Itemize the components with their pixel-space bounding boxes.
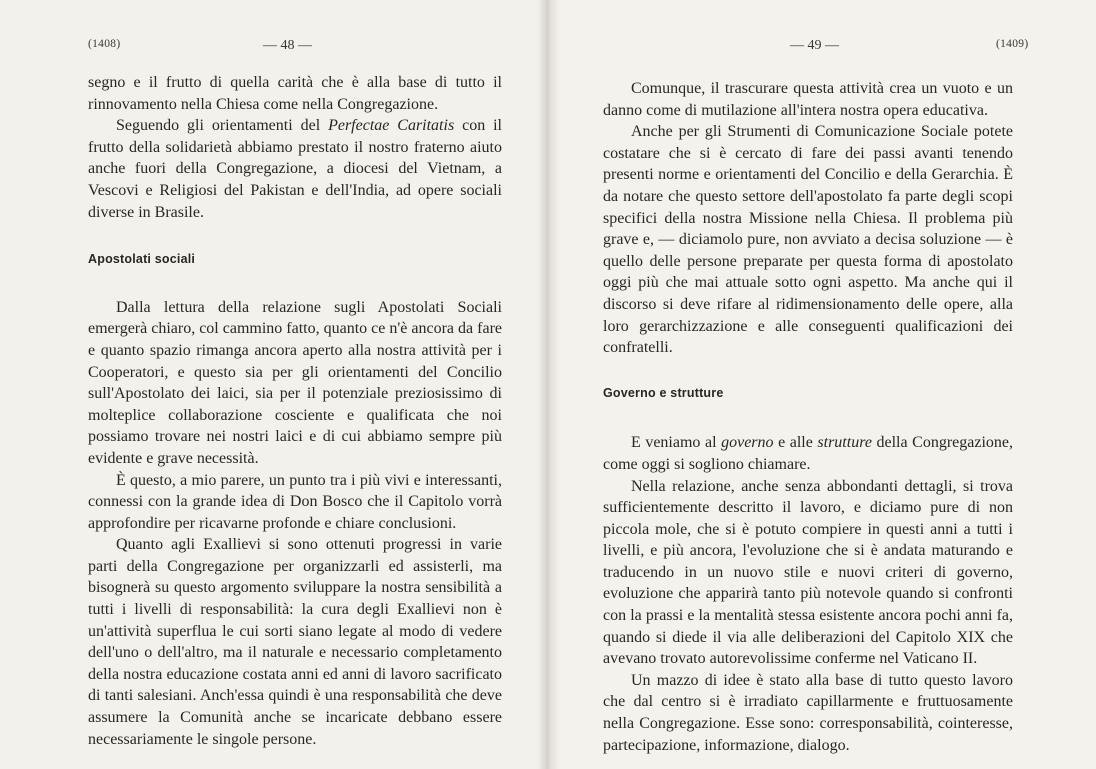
paragraph-text: E veniamo al [631, 434, 722, 452]
paragraph-text: con il frutto della solidarietà abbiamo prestato il nostro fraterno aiuto anche fuori della Congregazione, a diocesi del Vietnam, a Vescovi e Religiosi del Pakistan e dell'India, ad opere sociali diverse in Brasile. [88, 117, 503, 221]
right-page [548, 0, 1096, 769]
paragraph: Anche per gli Strumenti di Comunicazione Sociale potete costatare che si è cercato di fare dei passi avanti tenendo presenti norme e orientamenti del Concilio e della Gerarchia. È da notare che questo settore dell'apostolato fa parte degli scopi specifici della nostra Missione nella Chiesa. Il problema più grave e, — diciamolo pure, non avviato a decisa soluzione — è quello delle persone preparate per questa forma di apostolato oggi più che mai attuale sotto ogni aspetto. Ma anche qui il discorso si deve rifare al ridimensionamento delle opere, alla loro gerarchizzazione e alle conseguenti qualificazioni dei confratelli. [603, 123, 1013, 357]
left-page-number: — 48 — [263, 38, 312, 53]
right-page-body [603, 78, 1013, 756]
paragraph: Quanto agli Exallievi si sono ottenuti progressi in varie parti della Congregazione per organizzarli ed assisterli, ma bisognerà su questo argomento sviluppare la nostra sensibilità a tutti i livelli di responsabilità: la cura degli Exallievi non è un'attività superflua le cui sorti siano legate al modo di vedere dell'uno o dell'altro, ma il naturale e necessario completamento della nostra educazione costata anni ed anni di lavoro sacrificato di tanti salesiani. Anch'essa quindi è una responsabilità che deve assumere la Comunità anche se incaricate debbano essere necessariamente le singole persone. [88, 536, 502, 748]
paragraph-text: della Congregazione, come oggi si sogliono chiamare. [603, 434, 1013, 473]
italic-term: governo [721, 434, 774, 452]
left-page-body [88, 72, 502, 750]
left-section-number: (1408) [88, 38, 121, 50]
paragraph [88, 115, 502, 223]
paragraph: Comunque, il trascurare questa attività crea un vuoto e un danno come di mutilazione all'intera nostra opera educativa. [603, 80, 1013, 119]
italic-term: strutture [817, 434, 872, 452]
paragraph [603, 432, 1013, 475]
paragraph-text: Seguendo gli orientamenti del [116, 117, 329, 135]
paragraph: Dalla lettura della relazione sugli Apostolati Sociali emergerà chiaro, col cammino fatto, quanto ce n'è ancora da fare e quanto spazio rimanga ancora aperto alla nostra attività per i Cooperatori, e questo sia per gli orientamenti del Concilio sull'Apostolato dei laici, sia per il potenziale preziosissimo di molteplice collaborazione cosciente e qualificata che noi possiamo trovare nei nostri laici e di cui abbiamo sempre più evidente e grave necessità. [88, 298, 502, 467]
paragraph-text: e alle [773, 434, 818, 452]
paragraph: Nella relazione, anche senza abbondanti dettagli, si trova sufficientemente descritto il lavoro, e diciamo pure di non piccola mole, che si è potuto compiere in questi anni a tutti i livelli, e più ancora, l'evoluzione che si è andata maturando e traducendo in un nuovo stile e nuovi criteri di governo, evoluzione che apparirà tanto più notevole quando si confronti con la prassi e la mentalità stessa esistente ancora pochi anni fa, quando si diede il via alle deliberazioni del Capitolo XIX che avevano trovato autorevolissime conferme nel Vaticano II. [603, 477, 1013, 668]
book-gutter-shadow [538, 0, 560, 769]
right-page-number: — 49 — [790, 38, 839, 53]
section-heading: Governo e strutture [603, 385, 724, 400]
italic-title: Perfectae Caritatis [328, 117, 455, 135]
paragraph: segno e il frutto di quella carità che è alla base di tutto il rinnovamento nella Chiesa come nella Congregazione. [88, 74, 502, 113]
paragraph: Un mazzo di idee è stato alla base di tutto questo lavoro che dal centro si è irradiato capillarmente e fruttuosamente nella Congregazione. Esse sono: corresponsabilità, cointeresse, partecipazione, informazione, dialogo. [603, 671, 1013, 754]
section-heading: Apostolati sociali [88, 252, 196, 267]
right-section-number: (1409) [996, 38, 1029, 50]
paragraph: È questo, a mio parere, un punto tra i più vivi e interessanti, connessi con la grande idea di Don Bosco che il Capitolo vorrà approfondire per ricavarne profonde e chiare conclusioni. [88, 471, 502, 532]
